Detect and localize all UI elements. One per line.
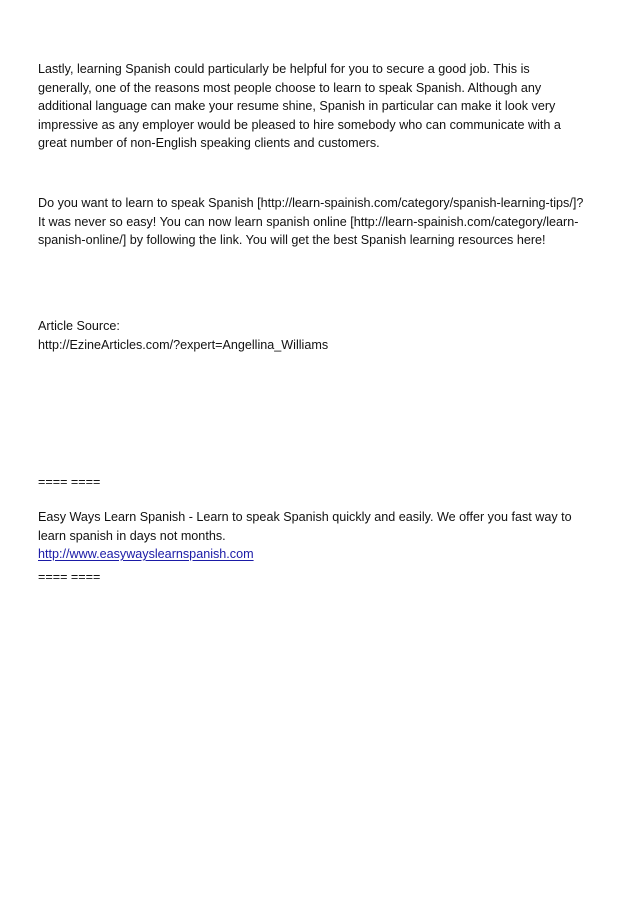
paragraph-learn-online	[38, 194, 604, 250]
separator-top	[38, 473, 604, 492]
promo-link[interactable]: http://www.easywayslearnspanish.com	[38, 547, 254, 561]
text-line: generally, one of the reasons most people choose to learn to speak Spanish. Although any	[38, 80, 542, 95]
article-source-url: http://EzineArticles.com/?expert=Angellina_Williams	[38, 337, 329, 352]
promo-link-line	[38, 545, 604, 564]
separator-text: ==== ====	[38, 475, 101, 489]
promo-block	[38, 508, 604, 564]
article-source-label: Article Source:	[38, 319, 120, 333]
text-line: great number of non-English speaking clients and customers.	[38, 136, 380, 150]
promo-line: learn spanish in days not months.	[38, 528, 226, 543]
text-line: It was never so easy! You can now learn spanish online [http://learn-spainish.com/category/learn-	[38, 214, 579, 229]
paragraph-job-benefits	[38, 60, 604, 153]
article-source	[38, 317, 604, 354]
text-line: spanish-online/] by following the link. You will get the best Spanish learning resources here!	[38, 233, 546, 247]
text-line: impressive as any employer would be pleased to hire somebody who can communicate with a	[38, 117, 561, 132]
text-line: additional language can make your resume shine, Spanish in particular can make it look very	[38, 99, 556, 113]
promo-line: Easy Ways Learn Spanish - Learn to speak Spanish quickly and easily. We offer you fast way to	[38, 510, 572, 524]
text-line: Lastly, learning Spanish could particularly be helpful for you to secure a good job. This is	[38, 62, 530, 76]
separator-bottom	[38, 568, 604, 587]
separator-text: ==== ====	[38, 570, 101, 584]
text-line: Do you want to learn to speak Spanish [http://learn-spainish.com/category/spanish-learning-tips/]?	[38, 196, 584, 210]
